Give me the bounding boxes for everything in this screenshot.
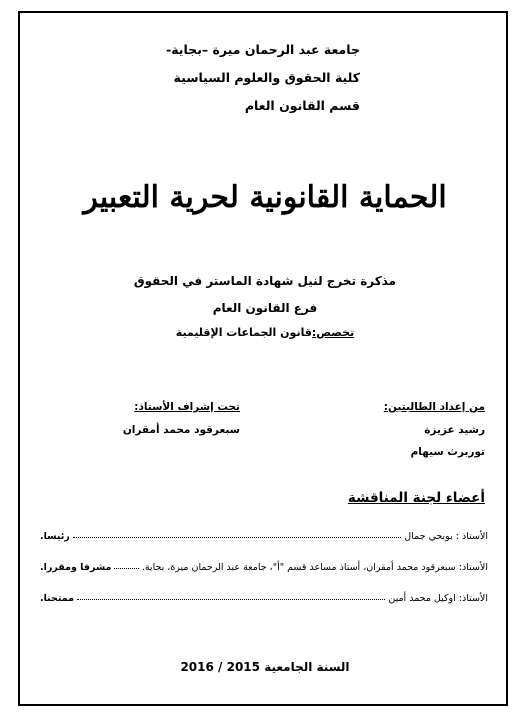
member-role: رئيسا. — [40, 531, 70, 542]
dotted-leader — [114, 562, 138, 569]
student-name-2: توربرث سيهام — [410, 446, 485, 458]
committee-member-1 — [40, 531, 488, 542]
member-name: سبعرقود محمد أمقران، أستاذ مساعد قسم "أ"، جامعة عبد الرحمان ميرة، بجاية. — [141, 562, 456, 573]
member-name: بوبحي جمال — [404, 531, 453, 542]
academic-year-value: 2016 / 2015 — [180, 660, 260, 674]
student-name-1: رشيد عزيزة — [424, 424, 485, 436]
specialization-label: تخصص: — [311, 326, 355, 339]
university-name: جامعة عبد الرحمان ميرة –بجاية- — [166, 42, 360, 57]
thesis-branch: فرع القانون العام — [212, 301, 318, 315]
dotted-leader — [73, 531, 402, 538]
dotted-leader — [77, 593, 385, 600]
thesis-title: الحماية القانونية لحرية التعبير — [83, 180, 447, 215]
member-prefix: الأستاذ: — [458, 562, 488, 573]
thesis-specialization — [0, 326, 530, 339]
academic-year — [0, 660, 530, 674]
supervisor-label: تحت إشراف الأستاذ: — [134, 401, 240, 413]
department-name: قسم القانون العام — [244, 98, 360, 113]
member-role: ممتحنا. — [40, 593, 75, 604]
committee-heading: أعضاء لجنة المناقشة — [347, 490, 485, 506]
specialization-value: قانون الجماعات الإقليمية — [175, 326, 312, 339]
member-name: اوكيل محمد أمين — [388, 593, 456, 604]
committee-member-2 — [40, 562, 488, 573]
supervisor-name: سبعرقود محمد أمقران — [122, 424, 240, 436]
member-prefix: الأستاذ: — [458, 593, 488, 604]
faculty-name: كلية الحقوق والعلوم السياسية — [173, 70, 360, 85]
students-label: من إعداد الطالبتين: — [383, 401, 485, 413]
academic-year-label: السنة الجامعية — [264, 660, 350, 674]
thesis-purpose: مذكرة تخرج لنيل شهادة الماستر في الحقوق — [133, 274, 397, 288]
member-prefix: الأستاذ : — [455, 531, 488, 542]
committee-member-3 — [40, 593, 488, 604]
member-role: مشرفا ومقررا. — [40, 562, 112, 573]
